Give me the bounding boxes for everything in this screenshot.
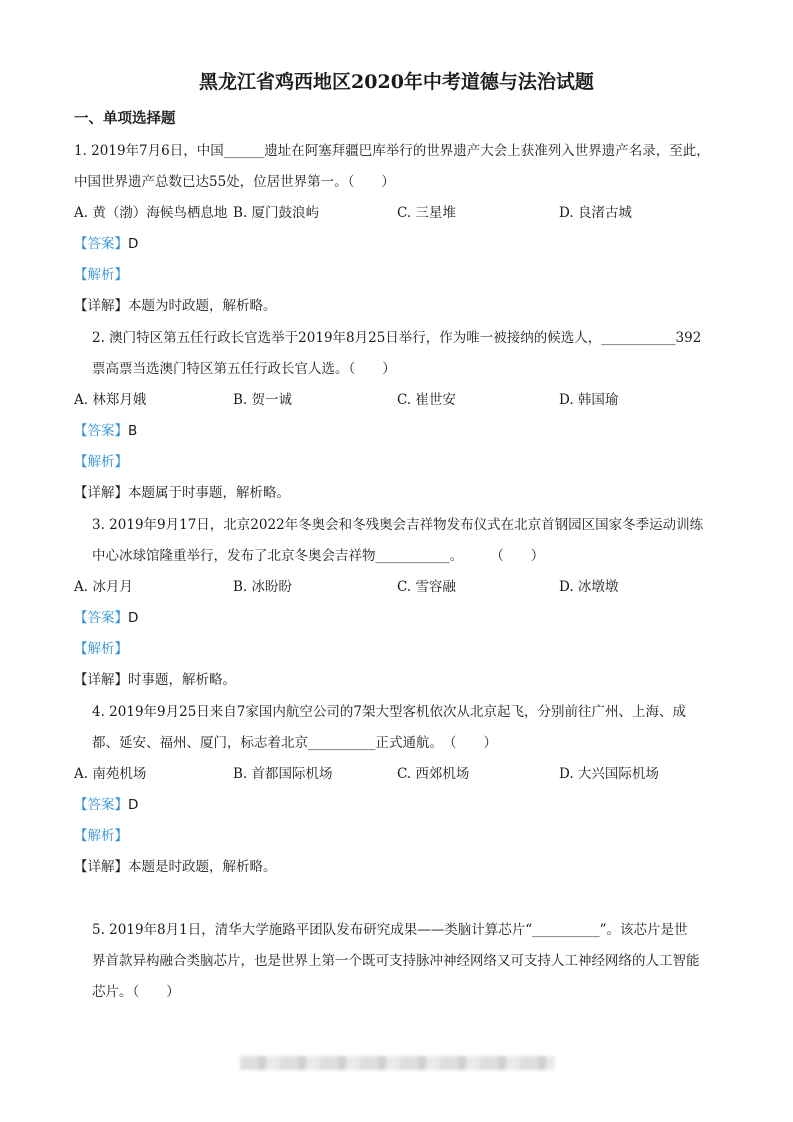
detail-tag: 【详解】 (74, 298, 128, 314)
detail-text: 本题是时政题，解析略。 (128, 859, 277, 875)
blurred-footer-watermark (240, 1056, 555, 1070)
question-2-line-1: 2. 澳门特区第五任行政长官选举于2019年8月25日举行，作为唯一被接纳的候选人，___________392 (92, 330, 702, 346)
question-4-option-c: C. 西郊机场 (397, 766, 470, 782)
question-3-analysis-tag: 【解析】 (74, 641, 128, 657)
question-1-option-c: C. 三星堆 (397, 205, 456, 221)
question-4-analysis-tag: 【解析】 (74, 828, 128, 844)
answer-tag: 【答案】 (74, 797, 128, 813)
page-title: 黑龙江省鸡西地区2020年中考道德与法治试题 (199, 71, 594, 93)
detail-tag: 【详解】 (74, 672, 128, 688)
question-4-answer (74, 796, 138, 814)
question-1-option-a: A. 黄（渤）海候鸟栖息地 (74, 205, 228, 221)
answer-value: D (128, 797, 139, 813)
question-2-option-c: C. 崔世安 (397, 392, 456, 408)
question-1-option-d: D. 良渚古城 (559, 205, 632, 221)
detail-text: 本题为时政题，解析略。 (128, 298, 277, 314)
question-3-detail (74, 671, 236, 689)
question-3-option-b: B. 冰盼盼 (233, 579, 293, 595)
answer-value: B (128, 423, 138, 439)
question-4-option-d: D. 大兴国际机场 (559, 766, 659, 782)
detail-tag: 【详解】 (74, 859, 128, 875)
question-1-option-b: B. 厦门鼓浪屿 (233, 205, 320, 221)
question-3-line-2: 中心冰球馆隆重举行，发布了北京冬奥会吉祥物___________。 （ ） (92, 548, 545, 564)
question-1-analysis-tag: 【解析】 (74, 267, 128, 283)
question-2-option-b: B. 贺一诚 (233, 392, 293, 408)
question-5-line-1: 5. 2019年8月1日，清华大学施路平团队发布研究成果——类脑计算芯片“__________”。该芯片是世 (92, 922, 688, 938)
answer-tag: 【答案】 (74, 423, 128, 439)
question-2-analysis-tag: 【解析】 (74, 454, 128, 470)
question-1-line-2: 中国世界遗产总数已达55处，位居世界第一。（ ） (74, 174, 395, 190)
question-4-option-a: A. 南苑机场 (74, 766, 147, 782)
question-3-option-c: C. 雪容融 (397, 579, 456, 595)
question-4-line-1: 4. 2019年9月25日来自7家国内航空公司的7架大型客机依次从北京起飞，分别前往广州、上海、成 (92, 704, 686, 720)
answer-tag: 【答案】 (74, 610, 128, 626)
question-2-option-d: D. 韩国瑜 (559, 392, 619, 408)
detail-text: 时事题，解析略。 (128, 672, 236, 688)
question-1-answer (74, 235, 138, 253)
answer-value: D (128, 610, 139, 626)
detail-text: 本题属于时事题，解析略。 (128, 485, 290, 501)
question-3-option-d: D. 冰墩墩 (559, 579, 619, 595)
answer-value: D (128, 236, 139, 252)
question-3-line-1: 3. 2019年9月17日，北京2022年冬奥会和冬残奥会吉祥物发布仪式在北京首钢园区国家冬季运动训练 (92, 517, 704, 533)
question-4-option-b: B. 首都国际机场 (233, 766, 333, 782)
question-1-detail (74, 297, 277, 315)
question-1-line-1: 1. 2019年7月6日，中国______遗址在阿塞拜疆巴库举行的世界遗产大会上获准列入世界遗产名录，至此， (74, 143, 710, 159)
answer-tag: 【答案】 (74, 236, 128, 252)
question-3-answer (74, 609, 138, 627)
question-5-line-3: 芯片。（ ） (92, 984, 180, 1000)
question-5-line-2: 界首款异构融合类脑芯片，也是世界上第一个既可支持脉冲神经网络又可支持人工神经网络的人工智能 (92, 953, 700, 969)
question-2-detail (74, 484, 290, 502)
question-2-answer (74, 422, 137, 440)
question-4-detail (74, 858, 277, 876)
question-3-option-a: A. 冰月月 (74, 579, 133, 595)
detail-tag: 【详解】 (74, 485, 128, 501)
section-heading: 一、单项选择题 (74, 110, 176, 127)
question-4-line-2: 都、延安、福州、厦门，标志着北京__________正式通航。 （ ） (92, 735, 497, 751)
question-2-line-2: 票高票当选澳门特区第五任行政长官人选。（ ） (92, 361, 396, 377)
question-2-option-a: A. 林郑月娥 (74, 392, 147, 408)
